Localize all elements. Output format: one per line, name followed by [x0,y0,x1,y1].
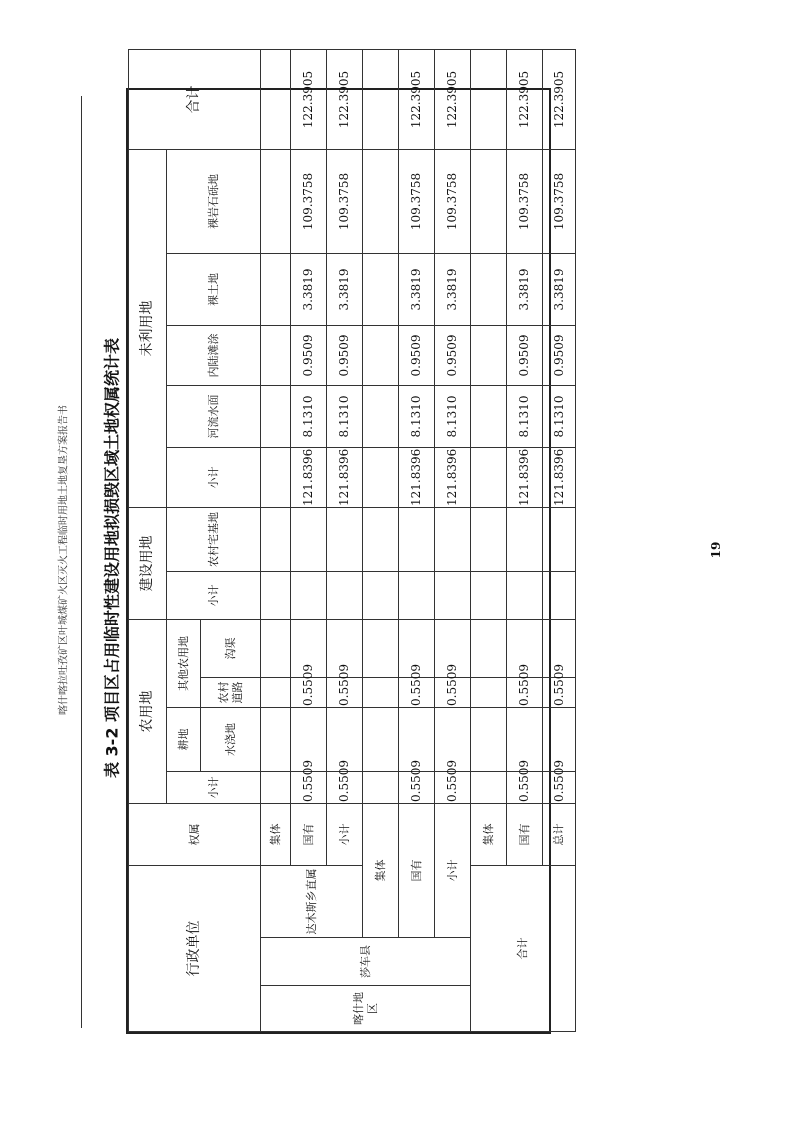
header-row-1 [129,49,167,1031]
data-cell: 0.5509 [507,678,543,708]
header-farm-subtotal: 小计 [167,772,261,804]
data-cell [543,572,576,620]
data-cell: 0.5509 [327,772,363,804]
data-cell [363,448,399,508]
data-cell: 109.3758 [543,149,576,253]
page-number [709,541,726,560]
data-cell [399,508,435,572]
region-kashi: 喀什地区 [261,986,471,1032]
data-cell [471,620,507,678]
data-cell [543,508,576,572]
data-cell [471,448,507,508]
region-shache: 莎车县 [261,938,471,986]
data-cell: 0.9509 [291,326,327,386]
data-cell [363,708,399,772]
data-cell [399,572,435,620]
data-cell: 0.5509 [291,772,327,804]
ownership-cell: 集体 [261,804,291,866]
ownership-cell: 小计 [327,804,363,866]
data-cell: 122.3905 [327,49,363,149]
data-cell: 0.5509 [507,772,543,804]
data-cell: 8.1310 [507,386,543,448]
data-cell: 121.8396 [507,448,543,508]
data-cell [363,149,399,253]
header-bare-soil: 裸土地 [167,254,261,326]
header-ditch: 沟渠 [201,620,261,678]
ownership-cell: 国有 [291,804,327,866]
land-ownership-table [128,49,576,1032]
region-grand-total: 合计 [471,866,576,1032]
data-cell: 122.3905 [291,49,327,149]
data-cell [363,572,399,620]
data-cell [471,49,507,149]
page-number-text: 19 [709,541,723,559]
region-damusi: 达木斯乡直属 [261,866,363,938]
data-cell [363,326,399,386]
data-cell: 0.5509 [291,678,327,708]
table-title-text: 表 3-2 项目区占用临时性建设用地拟损毁区域土地权属统计表 [102,337,122,779]
data-cell [471,326,507,386]
header-unused: 未利用地 [129,149,167,507]
data-cell: 3.3819 [399,254,435,326]
data-cell: 3.3819 [543,254,576,326]
data-cell: 122.3905 [435,49,471,149]
data-cell [471,149,507,253]
row-shache-collective [363,49,399,1031]
header-construction: 建设用地 [129,508,167,620]
data-cell: 0.9509 [435,326,471,386]
data-cell [363,678,399,708]
header-rule [81,96,82,1028]
data-cell [471,678,507,708]
data-cell [435,572,471,620]
ownership-cell: 集体 [471,804,507,866]
data-cell [261,149,291,253]
header-other-agri: 其他农用地 [167,620,201,708]
header-cultivated: 耕地 [167,708,201,772]
data-cell: 121.8396 [399,448,435,508]
data-cell [363,508,399,572]
data-cell [261,508,291,572]
data-cell [261,620,291,678]
ownership-cell: 集体 [363,804,399,938]
data-cell: 3.3819 [291,254,327,326]
data-cell [327,572,363,620]
data-cell [261,386,291,448]
data-cell: 0.5509 [543,678,576,708]
data-cell: 3.3819 [435,254,471,326]
data-cell [471,772,507,804]
header-construction-subtotal: 小计 [167,572,261,620]
data-cell: 8.1310 [543,386,576,448]
header-farmland: 农用地 [129,620,167,804]
data-cell: 3.3819 [327,254,363,326]
data-cell: 8.1310 [291,386,327,448]
data-cell: 121.8396 [327,448,363,508]
header-rural-road: 农村道路 [201,678,261,708]
header-river: 河流水面 [167,386,261,448]
ownership-cell: 国有 [399,804,435,938]
data-cell: 0.5509 [435,678,471,708]
data-cell [261,49,291,149]
header-admin-unit: 行政单位 [129,866,261,1032]
running-header [58,405,72,715]
data-cell [507,572,543,620]
data-cell: 121.8396 [435,448,471,508]
row-total-collective [471,49,507,1031]
data-cell: 0.5509 [327,678,363,708]
data-cell: 109.3758 [399,149,435,253]
data-cell [471,386,507,448]
data-cell [471,508,507,572]
data-cell [261,254,291,326]
data-cell: 122.3905 [507,49,543,149]
data-cell: 0.5509 [435,772,471,804]
data-cell: 121.8396 [543,448,576,508]
header-total: 合计 [129,49,261,149]
data-cell [261,572,291,620]
data-cell: 109.3758 [327,149,363,253]
header-inland-beach: 内陆滩涂 [167,326,261,386]
running-header-text: 喀什喀拉吐孜矿区叶城煤矿火区灭火工程临时用地土地复垦方案报告书 [58,405,70,715]
data-cell [261,448,291,508]
data-cell: 109.3758 [435,149,471,253]
data-cell: 0.9509 [327,326,363,386]
ownership-table-rotated [128,70,566,1032]
data-cell: 0.9509 [543,326,576,386]
data-cell [363,49,399,149]
row-shache-subtotal [435,49,471,1031]
data-cell [327,508,363,572]
data-cell: 8.1310 [399,386,435,448]
data-cell: 121.8396 [291,448,327,508]
table-title [102,337,122,779]
data-cell [261,772,291,804]
data-cell [291,508,327,572]
data-cell [363,386,399,448]
data-cell [507,508,543,572]
data-cell: 0.9509 [507,326,543,386]
row-damusi-collective [261,49,291,1031]
header-bare-rock: 裸岩石砾地 [167,149,261,253]
data-cell [363,772,399,804]
row-shache-state [399,49,435,1031]
data-cell [471,708,507,772]
data-cell [261,708,291,772]
header-ownership: 权属 [129,804,261,866]
data-cell: 0.9509 [399,326,435,386]
data-cell [471,572,507,620]
data-cell [291,572,327,620]
header-rural-homestead: 农村宅基地 [167,508,261,572]
ownership-cell: 小计 [435,804,471,938]
data-cell: 0.5509 [543,772,576,804]
header-irrigated: 水浇地 [201,708,261,772]
data-cell [363,620,399,678]
data-cell: 122.3905 [543,49,576,149]
data-cell [363,254,399,326]
data-cell [471,254,507,326]
ownership-cell: 总计 [543,804,576,866]
data-cell [435,508,471,572]
ownership-table-frame [126,70,566,1034]
data-cell [261,678,291,708]
data-cell: 0.5509 [399,772,435,804]
data-cell: 3.3819 [507,254,543,326]
ownership-cell: 国有 [507,804,543,866]
data-cell: 8.1310 [327,386,363,448]
data-cell: 122.3905 [399,49,435,149]
data-cell [261,326,291,386]
data-cell: 109.3758 [291,149,327,253]
header-unused-subtotal: 小计 [167,448,261,508]
data-cell: 109.3758 [507,149,543,253]
data-cell: 0.5509 [399,678,435,708]
data-cell: 8.1310 [435,386,471,448]
